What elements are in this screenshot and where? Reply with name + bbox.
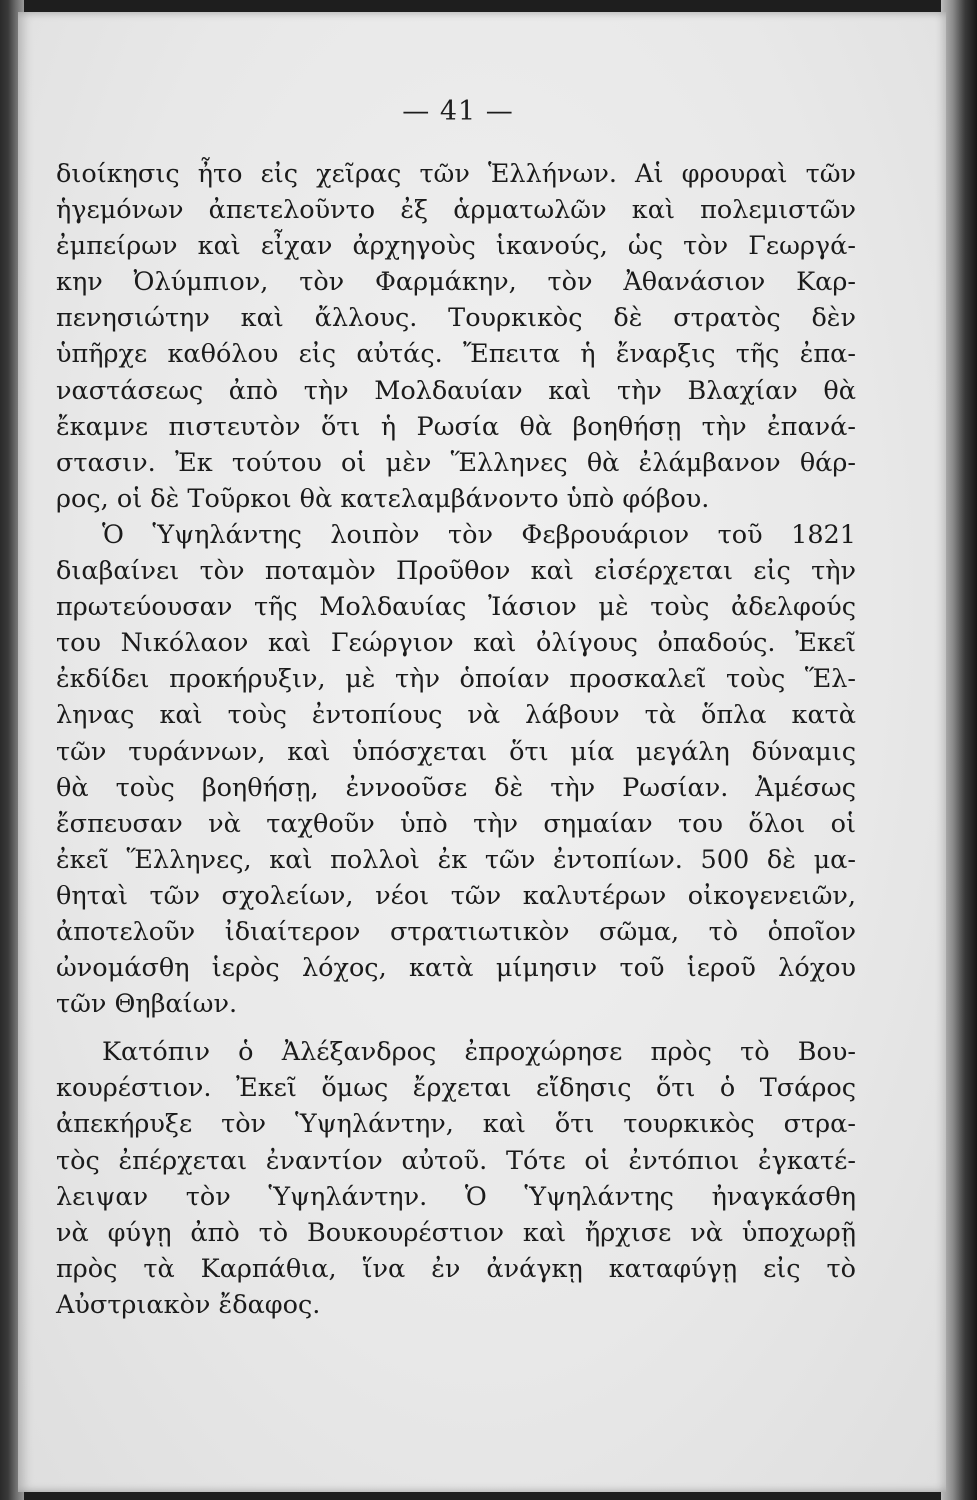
text-line: θηταὶ τῶν σχολείων, νέοι τῶν καλυτέρων οἰκογενειῶν, [56, 880, 856, 911]
text-line: διαβαίνει τὸν ποταμὸν Προῦθον καὶ εἰσέρχεται εἰς τὴν [56, 556, 856, 587]
text-line: νὰ φύγῃ ἀπὸ τὸ Βουκουρέστιον καὶ ἤρχισε νὰ ὑποχωρῇ [56, 1217, 856, 1248]
text-line: τῶν Θηβαίων. [56, 989, 238, 1020]
text-line: κουρέστιον. Ἐκεῖ ὅμως ἔρχεται εἴδησις ὅτι ὁ Τσάρος [56, 1073, 856, 1104]
text-line: ἐκδίδει προκήρυξιν, μὲ τὴν ὁποίαν προσκαλεῖ τοὺς Ἕλ- [56, 664, 856, 695]
text-line: του Νικόλαον καὶ Γεώργιον καὶ ὀλίγους ὀπαδούς. Ἐκεῖ [56, 628, 856, 659]
text-line: Κατόπιν ὁ Ἀλέξανδρος ἐπροχώρησε πρὸς τὸ Βου- [102, 1037, 856, 1068]
text-line: ναστάσεως ἀπὸ τὴν Μολδαυίαν καὶ τὴν Βλαχίαν θὰ [56, 375, 856, 406]
text-line: τῶν τυράννων, καὶ ὑπόσχεται ὅτι μία μεγάλη δύναμις [56, 736, 856, 767]
text-line: πρὸς τὰ Καρπάθια, ἵνα ἐν ἀνάγκῃ καταφύγῃ εἰς τὸ [56, 1253, 856, 1284]
paragraph-2 [56, 517, 856, 1022]
paragraph-gap [56, 1022, 856, 1034]
paragraph-1 [56, 156, 856, 517]
page-text [56, 156, 856, 1323]
text-line: ὑπῆρχε καθόλου εἰς αὐτάς. Ἔπειτα ἡ ἔναρξις τῆς ἐπα- [56, 339, 856, 370]
text-line: ἀποτελοῦν ἰδιαίτερον στρατιωτικὸν σῶμα, τὸ ὁποῖον [56, 916, 856, 947]
text-line: ρος, οἱ δὲ Τοῦρκοι θὰ κατελαμβάνοντο ὑπὸ φόβου. [56, 483, 710, 514]
text-line: διοίκησις ἦτο εἰς χεῖρας τῶν Ἑλλήνων. Αἱ φρουραὶ τῶν [56, 159, 856, 189]
text-line: ἡγεμόνων ἀπετελοῦντο ἐξ ἁρματωλῶν καὶ πολεμιστῶν [56, 195, 856, 226]
text-line: ληνας καὶ τοὺς ἐντοπίους νὰ λάβουν τὰ ὅπλα κατὰ [56, 700, 856, 731]
text-line: Ὁ Ὑψηλάντης λοιπὸν τὸν Φεβρουάριον τοῦ 1821 [102, 519, 856, 550]
text-line: στασιν. Ἐκ τούτου οἱ μὲν Ἕλληνες θὰ ἐλάμβανον θάρ- [56, 447, 856, 478]
text-line: ἐκεῖ Ἕλληνες, καὶ πολλοὶ ἐκ τῶν ἐντοπίων. 500 δὲ μα- [56, 844, 856, 875]
text-line: ἔκαμνε πιστευτὸν ὅτι ἡ Ρωσία θὰ βοηθήσῃ τὴν ἐπανά- [56, 411, 856, 442]
text-line: ἔσπευσαν νὰ ταχθοῦν ὑπὸ τὴν σημαίαν του ὅλοι οἱ [56, 808, 856, 839]
text-line: πρωτεύουσαν τῆς Μολδαυίας Ἰάσιον μὲ τοὺς ἀδελφούς [56, 592, 856, 623]
page-right-edge-shadow [941, 0, 977, 1500]
text-line: κην Ὀλύμπιον, τὸν Φαρμάκην, τὸν Ἀθανάσιον Καρ- [56, 267, 856, 298]
text-line: θὰ τοὺς βοηθήσῃ, ἐννοοῦσε δὲ τὴν Ρωσίαν. Ἀμέσως [56, 772, 856, 803]
text-line: ὠνομάσθη ἱερὸς λόχος, κατὰ μίμησιν τοῦ ἱεροῦ λόχου [56, 953, 856, 984]
book-page [18, 12, 946, 1492]
text-line: λειψαν τὸν Ὑψηλάντην. Ὁ Ὑψηλάντης ἠναγκάσθη [56, 1181, 856, 1212]
text-line: τὸς ἐπέρχεται ἐναντίον αὐτοῦ. Τότε οἱ ἐντόπιοι ἐγκατέ- [56, 1145, 856, 1176]
text-line: Αὐστριακὸν ἔδαφος. [56, 1289, 321, 1320]
text-line: ἀπεκήρυξε τὸν Ὑψηλάντην, καὶ ὅτι τουρκικὸς στρα- [56, 1109, 856, 1140]
paragraph-3 [56, 1034, 856, 1323]
text-line: ἐμπείρων καὶ εἶχαν ἀρχηγοὺς ἱκανούς, ὡς τὸν Γεωργά- [56, 231, 856, 262]
page-number: — 41 — [402, 96, 514, 127]
text-line: πενησιώτην καὶ ἄλλους. Τουρκικὸς δὲ στρατὸς δὲν [56, 303, 856, 334]
